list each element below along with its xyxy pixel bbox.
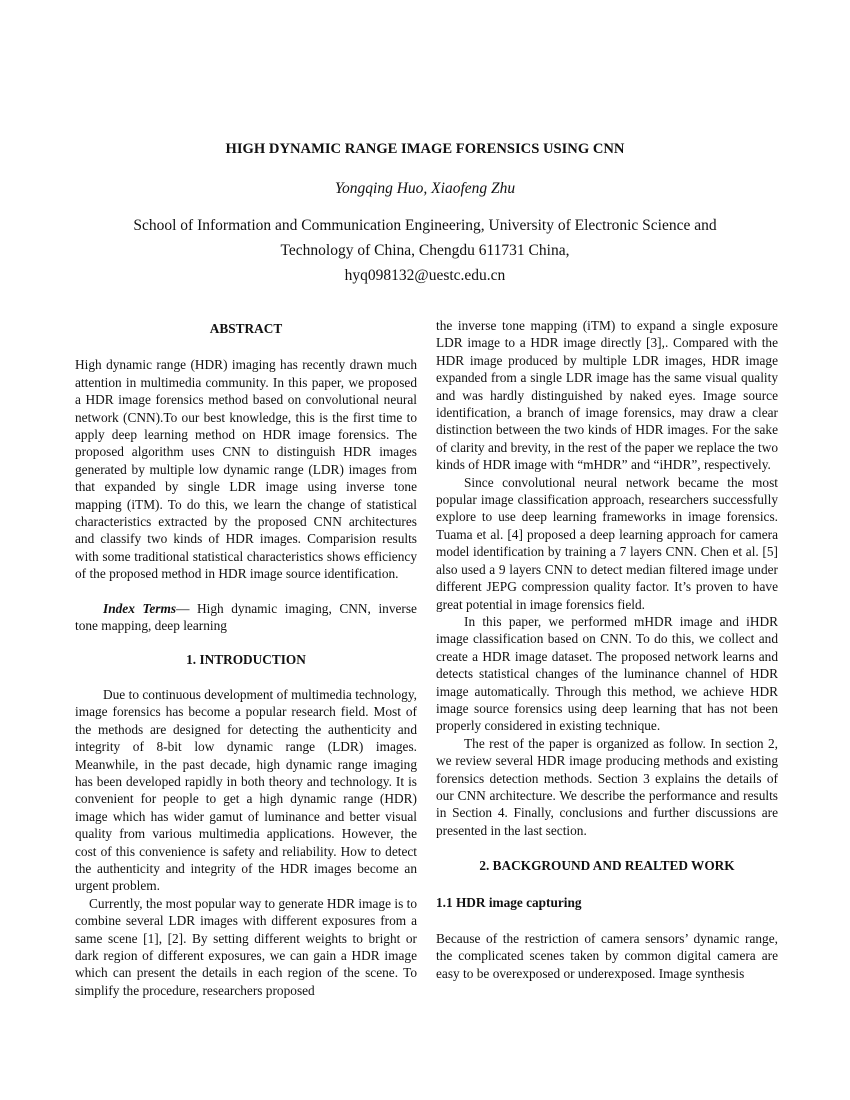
index-terms-dash: — [176,600,190,616]
author-affiliation [0,213,850,288]
intro-paragraph-2: Currently, the most popular way to generate HDR image is to combine several LDR images with different exposures from a same scene [1], [2]. By setting different weights to bright or dark region of different exposures, we can gain a HDR image which can present the details in each region of the scene. To simplify the procedure, researchers proposed [75,895,417,998]
index-terms [75,600,417,635]
subsection-heading: 1.1 HDR image capturing [436,894,582,910]
abstract-heading: ABSTRACT [209,321,283,336]
paper-title: HIGH DYNAMIC RANGE IMAGE FORENSICS USING CNN [225,141,625,157]
intro-paragraph-4: In this paper, we performed mHDR image and iHDR image classification based on CNN. To do this, we collect and create a HDR image dataset. The proposed network learns and detects statistical changes of the luminance channel of HDR image automatically. Through this method, we achieve HDR image source forensics using deep learning that has not been properly considered in existing technique. [436,613,778,734]
affiliation-line-1: School of Information and Communication Engineering, University of Electronic Science and [133,217,717,234]
abstract-text: High dynamic range (HDR) imaging has recently drawn much attention in multimedia community. In this paper, we proposed a HDR image forensics method based on convolutional neural network (CNN).To our best knowledge, this is the first time to apply deep learning method on HDR image forensics. The proposed algorithm uses CNN to distinguish HDR images generated by multiple low dynamic range (LDR) images from that expanded by single LDR image using inverse tone mapping (iTM). To do this, we learn the change of statistical characteristics extracted by the proposed CNN architectures and classify two kinds of HDR images. Comparision results with some traditional statistical characteristics shows efficiency of the proposed method in HDR image source identification. [75,357,417,582]
background-paragraph-1: Because of the restriction of camera sensors’ dynamic range, the complicated scenes taken by common digital camera are easy to be overexposed or underexposed. Image synthesis [436,931,778,981]
introduction-heading: 1. INTRODUCTION [186,651,306,667]
index-terms-label: Index Terms [103,600,177,616]
intro-paragraph-3: Since convolutional neural network became the most popular image classification approach, researchers successfully explore to use deep learning frameworks in image forensics. Tuama et al. [4] proposed a deep learning approach for camera model identification by training a 7 layers CNN. Chen et al. [5] also used a 9 layers CNN to detect median filtered image under different JEPG compression quality factor. It’s proven to have great potential in image forensics field. [436,474,778,612]
background-heading: 2. BACKGROUND AND REALTED WORK [479,858,735,874]
author-email: hyq098132@uestc.edu.cn [344,267,506,284]
intro-paragraph-1: Due to continuous development of multimedia technology, image forensics has become a popular research field. Most of the methods are designed for detecting the authenticity and integrity of 8-bit low dynamic range (LDR) images. Meanwhile, in the past decade, high dynamic range imaging has been developed rapidly in both theory and technology. It is convenient for people to get a high dynamic range (HDR) image which has wider gamut of luminance and better visual quality from various multimedia applications. However, the cost of this convenience is safety and reliability. How to detect the authenticity and integrity of the HDR images become an urgent problem. [75,686,417,894]
paper-authors: Yongqing Huo, Xiaofeng Zhu [334,180,516,197]
affiliation-line-2: Technology of China, Chengdu 611731 China, [280,242,570,259]
index-terms-text: High dynamic imaging, CNN, inverse tone mapping, deep learning [75,600,417,634]
left-column [75,320,417,999]
right-column [436,317,778,982]
intro-paragraph-5: The rest of the paper is organized as follow. In section 2, we review several HDR image producing methods and existing forensics detection methods. Section 3 explains the details of our CNN architecture. We describe the performance and results in Section 4. Finally, conclusions and further discussions are presented in the last section. [436,735,778,838]
intro-paragraph-2-continued: the inverse tone mapping (iTM) to expand a single exposure LDR image to a HDR image directly [3],. Compared with the HDR image produced by multiple LDR images, HDR image expanded from a single LDR image has the same visual quality and was hardly distinguished by naked eyes. Image source identification, a branch of image forensics, may draw a clear distinction between the two kinds of HDR images. For the sake of clarity and brevity, in the rest of the paper we replace the two kinds of HDR image with “mHDR” and “iHDR”, respectively. [436,318,778,473]
